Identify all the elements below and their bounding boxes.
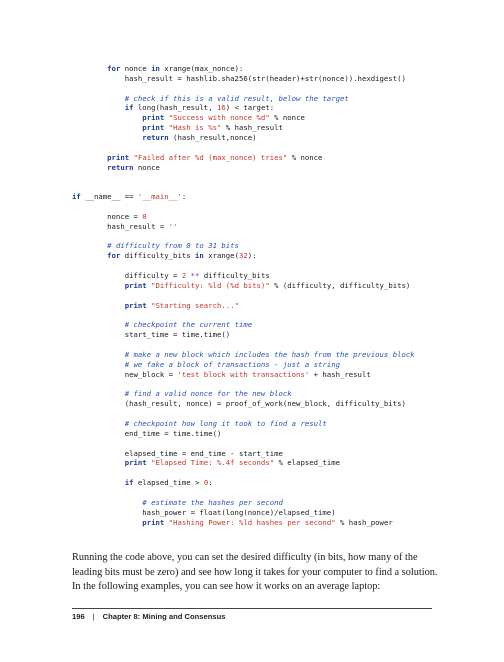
code-text — [72, 350, 125, 359]
code-line — [72, 429, 452, 439]
code-line — [72, 498, 452, 508]
code-blank-line — [72, 261, 452, 271]
code-line — [72, 113, 452, 123]
code-line — [72, 123, 452, 133]
footer-separator: | — [92, 612, 95, 621]
code-text: difficulty_bits — [120, 251, 196, 261]
code-string: "Elapsed Time: %.4f seconds" — [151, 458, 275, 468]
code-number: 32 — [238, 251, 248, 261]
code-operator: ** — [190, 271, 200, 281]
code-text — [72, 64, 107, 73]
code-string: "Starting search..." — [151, 300, 239, 310]
code-keyword: in — [151, 64, 160, 73]
code-blank-line — [72, 310, 452, 320]
code-comment: # we fake a block of transactions - just a string — [124, 359, 340, 369]
code-keyword: print — [107, 152, 130, 162]
code-comment: # checkpoint how long it took to find a result — [124, 418, 327, 428]
code-text: + hash_result — [309, 369, 371, 379]
code-text: hash_result = hashlib.sha256(str(header)+str(nonce)).hexdigest() — [72, 73, 406, 83]
code-text — [72, 360, 125, 369]
code-comment: # check if this is a valid result, below the target — [124, 93, 349, 103]
code-text: long(hash_result, — [133, 103, 217, 113]
code-blank-line — [72, 182, 452, 192]
code-blank-line — [72, 439, 452, 449]
code-line — [72, 360, 452, 370]
code-text — [72, 301, 125, 310]
code-line — [72, 94, 452, 104]
code-string: 'test block with transactions' — [177, 369, 310, 379]
code-text — [72, 419, 125, 428]
code-blank-line — [72, 488, 452, 498]
code-line — [72, 133, 452, 143]
code-string: "Failed after %d (max_nonce) tries" — [133, 152, 288, 162]
code-text: nonce — [133, 162, 160, 172]
code-keyword: print — [124, 300, 147, 310]
code-line — [72, 399, 452, 409]
code-text: hash_power = float(long(nonce)/elapsed_time) — [72, 507, 336, 517]
code-text: __name__ == — [80, 192, 138, 202]
code-text — [72, 251, 107, 260]
code-string: "Hash is %s" — [168, 123, 222, 133]
code-line — [72, 449, 452, 459]
code-keyword: for — [107, 251, 121, 261]
code-text: (hash_result,nonce) — [168, 133, 257, 143]
code-keyword: print — [124, 280, 147, 290]
code-text: : — [181, 192, 187, 202]
code-blank-line — [72, 143, 452, 153]
code-blank-line — [72, 340, 452, 350]
code-text: ): — [247, 251, 257, 261]
code-text: (hash_result, nonce) = proof_of_work(new_block, difficulty_bits) — [72, 399, 406, 409]
code-text — [72, 94, 125, 103]
page-number: 196 — [72, 612, 85, 621]
paragraph-line: Running the code above, you can set the desired difficulty (in bits, how many of the — [72, 552, 418, 563]
code-string: "Success with nonce %d" — [168, 113, 270, 123]
code-number: 0 — [142, 211, 147, 221]
code-text: nonce = — [72, 211, 143, 221]
code-blank-line — [72, 409, 452, 419]
code-keyword: print — [142, 517, 165, 527]
code-text: % nonce — [287, 152, 323, 162]
code-text: % (difficulty, difficulty_bits) — [269, 280, 411, 290]
code-keyword: in — [195, 251, 204, 261]
code-blank-line — [72, 202, 452, 212]
code-text — [72, 320, 125, 329]
code-keyword: print — [142, 113, 165, 123]
code-text: start_time = time.time() — [72, 330, 231, 340]
code-blank-line — [72, 84, 452, 94]
code-keyword: for — [107, 64, 121, 73]
code-line — [72, 271, 452, 281]
code-blank-line — [72, 291, 452, 301]
code-line — [72, 64, 452, 74]
code-line — [72, 241, 452, 251]
code-text — [72, 241, 107, 250]
code-blank-line — [72, 232, 452, 242]
code-number: 16 — [217, 103, 226, 113]
code-text — [72, 458, 125, 467]
paragraph-line: leading bits must be zero) and see how long it takes for your computer to find a solution. — [72, 566, 438, 578]
code-line — [72, 212, 452, 222]
code-line — [72, 103, 452, 113]
code-line — [72, 281, 452, 291]
code-text: % hash_power — [335, 517, 393, 527]
code-comment: # find a valid nonce for the new block — [124, 389, 292, 399]
code-line — [72, 389, 452, 399]
code-text — [72, 103, 125, 112]
code-text: % hash_result — [221, 123, 283, 133]
code-listing — [72, 64, 452, 527]
code-text — [72, 123, 142, 132]
code-keyword: return — [107, 162, 134, 172]
code-blank-line — [72, 172, 452, 182]
code-comment: # make a new block which includes the hash from the previous block — [124, 349, 415, 359]
code-line — [72, 301, 452, 311]
code-text — [72, 153, 107, 162]
code-blank-line — [72, 468, 452, 478]
code-text — [72, 498, 142, 507]
code-line — [72, 153, 452, 163]
code-line — [72, 419, 452, 429]
code-keyword: if — [72, 192, 81, 202]
code-number: 2 — [181, 271, 187, 281]
chapter-title: Chapter 8: Mining and Consensus — [102, 612, 226, 621]
code-text — [72, 478, 125, 487]
code-keyword: print — [124, 458, 147, 468]
code-text: elapsed_time = end_time - start_time — [72, 448, 283, 458]
code-line — [72, 478, 452, 488]
code-comment: # difficulty from 0 to 31 bits — [107, 241, 239, 251]
code-blank-line — [72, 380, 452, 390]
code-line — [72, 508, 452, 518]
code-text — [72, 281, 125, 290]
code-line — [72, 74, 452, 84]
paragraph-line: In the following examples, you can see how it works on an average laptop: — [72, 581, 381, 593]
code-string: "Hashing Power: %ld hashes per second" — [168, 517, 336, 527]
code-keyword: if — [124, 478, 134, 488]
code-text: hash_result = — [72, 221, 169, 231]
code-text — [72, 389, 125, 398]
code-text: elapsed_time > — [133, 478, 204, 488]
code-text: nonce — [120, 64, 152, 73]
code-text: new_block = — [72, 369, 178, 379]
code-text: : — [208, 478, 213, 488]
code-text: difficulty_bits — [199, 271, 270, 281]
code-text: xrange(max_nonce): — [159, 64, 244, 73]
code-line — [72, 251, 452, 261]
code-text: difficulty = — [72, 271, 182, 281]
code-line — [72, 350, 452, 360]
code-text — [72, 133, 142, 142]
page-footer — [72, 612, 225, 621]
code-line — [72, 330, 452, 340]
code-keyword: if — [124, 103, 134, 113]
code-line — [72, 163, 452, 173]
code-line — [72, 222, 452, 232]
code-text: end_time = time.time() — [72, 428, 222, 438]
code-line — [72, 192, 452, 202]
code-string: '' — [168, 221, 178, 231]
code-line — [72, 458, 452, 468]
code-text — [72, 163, 107, 172]
code-comment: # checkpoint the current time — [124, 320, 253, 330]
footer-rule — [72, 608, 432, 609]
code-text: % elapsed_time — [274, 458, 341, 468]
code-number: 0 — [203, 478, 209, 488]
code-text: % nonce — [269, 113, 305, 123]
code-keyword: print — [142, 123, 165, 133]
code-comment: # estimate the hashes per second — [142, 497, 283, 507]
code-string: "Difficulty: %ld (%d bits)" — [151, 280, 270, 290]
code-line — [72, 518, 452, 528]
code-line — [72, 320, 452, 330]
code-text: xrange( — [203, 251, 239, 261]
code-keyword: return — [142, 133, 169, 143]
code-line — [72, 370, 452, 380]
code-text — [72, 113, 142, 122]
code-string: '__main__' — [137, 192, 182, 202]
code-text — [72, 518, 142, 527]
code-text: ) < target: — [225, 103, 275, 113]
body-paragraph — [72, 551, 438, 595]
